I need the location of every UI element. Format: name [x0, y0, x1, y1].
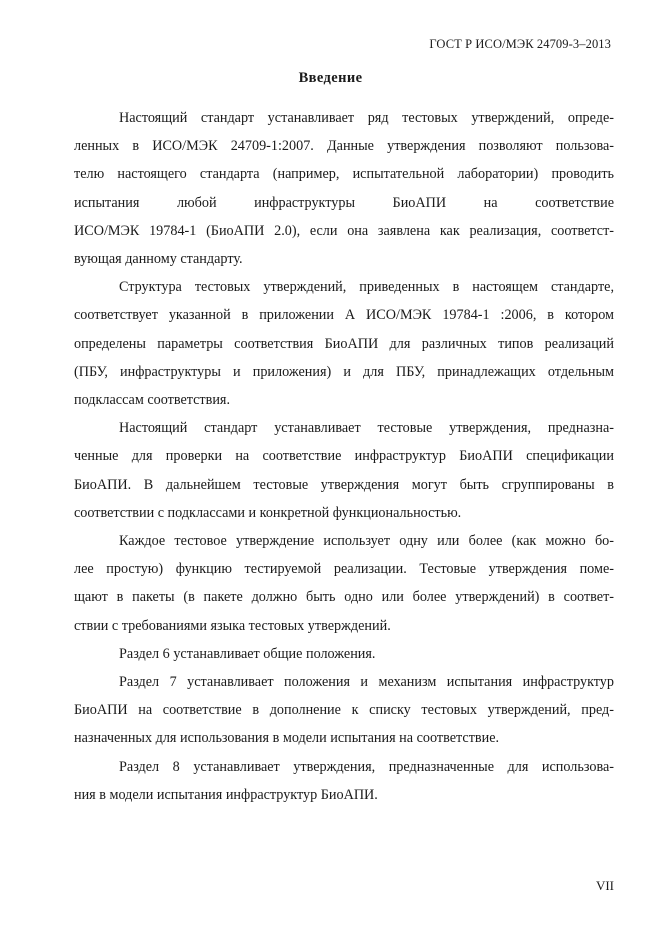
text-line: ния в модели испытания инфраструктур БиоАПИ. — [74, 786, 378, 803]
paragraph — [74, 104, 614, 273]
document-body — [74, 104, 614, 809]
text-line: ИСО/МЭК 19784-1 (БиоАПИ 2.0), если она заявлена как реализация, соответст- — [74, 222, 614, 239]
text-line: вующая данному стандарту. — [74, 251, 243, 268]
paragraph — [74, 668, 614, 753]
text-line: телю настоящего стандарта (например, испытательной лаборатории) проводить — [74, 166, 614, 183]
text-line: ленных в ИСО/МЭК 24709-1:2007. Данные утверждения позволяют пользова- — [74, 138, 614, 155]
text-line: ченные для проверки на соответствие инфраструктур БиоАПИ спецификации — [74, 448, 614, 465]
text-line: назначенных для использования в модели испытания на соответствие. — [74, 730, 500, 747]
paragraph — [74, 414, 614, 527]
paragraph — [74, 527, 614, 640]
document-header: ГОСТ Р ИСО/МЭК 24709-3–2013 — [429, 37, 611, 51]
text-line: определены параметры соответствия БиоАПИ для различных типов реализаций — [74, 335, 614, 352]
text-line: испытания любой инфраструктуры БиоАПИ на соответствие — [74, 194, 614, 211]
text-line: Раздел 6 устанавливает общие положения. — [119, 645, 376, 662]
text-line: Каждое тестовое утверждение использует одну или более (как можно бо- — [119, 533, 614, 550]
text-line: Раздел 7 устанавливает положения и механизм испытания инфраструктур — [119, 674, 614, 691]
section-title: Введение — [298, 70, 363, 86]
text-line: лее простую) функцию тестируемой реализации. Тестовые утверждения поме- — [74, 561, 614, 578]
text-line: соответствует указанной в приложении А ИСО/МЭК 19784-1 :2006, в котором — [74, 307, 614, 324]
text-line: Раздел 8 устанавливает утверждения, предназначенные для использова- — [119, 758, 614, 775]
text-line: БиоАПИ. В дальнейшем тестовые утверждения могут быть сгруппированы в — [74, 476, 614, 493]
paragraph — [74, 753, 614, 809]
text-line: Структура тестовых утверждений, приведенных в настоящем стандарте, — [119, 279, 614, 296]
text-line: Настоящий стандарт устанавливает тестовые утверждения, предназна- — [119, 420, 614, 437]
paragraph — [74, 273, 614, 414]
text-line: щают в пакеты (в пакете должно быть одно или более утверждений) в соответ- — [74, 589, 614, 606]
text-line: Настоящий стандарт устанавливает ряд тестовых утверждений, опреде- — [119, 110, 614, 126]
text-line: подклассам соответствия. — [74, 392, 230, 409]
page-number: VII — [595, 878, 614, 893]
text-line: соответствии с подклассами и конкретной функциональностью. — [74, 504, 462, 521]
text-line: БиоАПИ на соответствие в дополнение к списку тестовых утверждений, пред- — [74, 702, 614, 719]
text-line: (ПБУ, инфраструктуры и приложения) и для ПБУ, принадлежащих отдельным — [74, 363, 614, 380]
paragraph — [74, 640, 614, 668]
text-line: ствии с требованиями языка тестовых утверждений. — [74, 617, 391, 634]
